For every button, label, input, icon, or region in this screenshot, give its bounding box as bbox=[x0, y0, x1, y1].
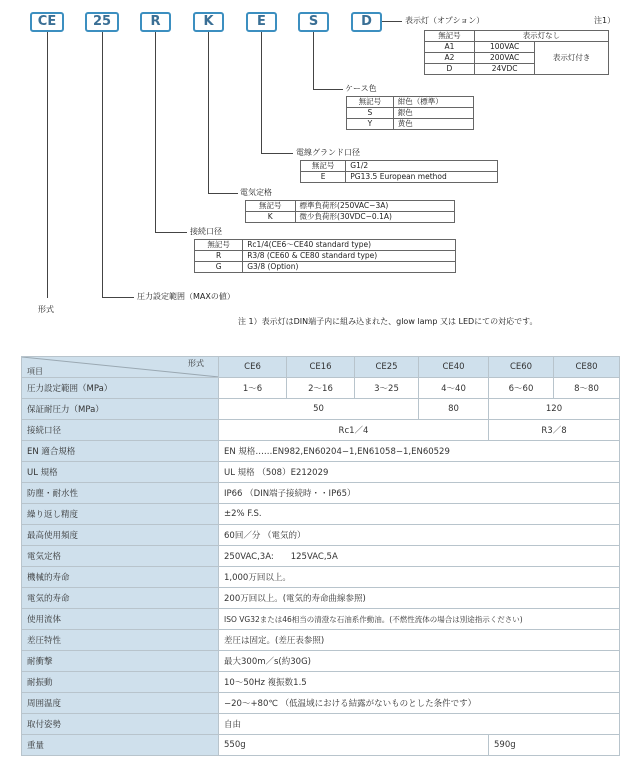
leader-case-h bbox=[313, 89, 343, 90]
model-header: CE6 bbox=[219, 357, 287, 378]
electric-table bbox=[245, 200, 455, 223]
code-box-electric: K bbox=[193, 12, 224, 32]
leader-pressure-v bbox=[102, 32, 103, 297]
leader-indicator-h bbox=[382, 21, 402, 22]
spec-header-corner bbox=[22, 357, 219, 378]
row-value: 1,000万回以上。 bbox=[219, 567, 620, 588]
spec-row-pressure-range bbox=[22, 378, 620, 399]
gland-code: 無記号 bbox=[301, 161, 346, 172]
spec-row-temp bbox=[22, 693, 620, 714]
row-label: 接続口径 bbox=[22, 420, 219, 441]
row-label: UL 規格 bbox=[22, 462, 219, 483]
spec-table bbox=[21, 356, 620, 756]
model-header: CE60 bbox=[489, 357, 554, 378]
row-value: 最大300m／s(約30G) bbox=[219, 651, 620, 672]
code-box-gland: E bbox=[246, 12, 277, 32]
case-desc: 銀色 bbox=[393, 108, 473, 119]
row-value: 10〜50Hz 複振数1.5 bbox=[219, 672, 620, 693]
leader-electric-h bbox=[208, 193, 238, 194]
footnote: 注 1）表示灯はDIN端子内に組み込まれた、glow lamp 又は LEDにての対応です。 bbox=[238, 317, 538, 326]
electric-code: K bbox=[246, 212, 296, 223]
row-value: 50 bbox=[219, 399, 419, 420]
leader-pressure-h bbox=[102, 297, 134, 298]
spec-row-elec-life bbox=[22, 588, 620, 609]
leader-gland-h bbox=[261, 153, 293, 154]
indicator-code: A2 bbox=[425, 53, 475, 64]
row-value: UL 規格 （508）E212029 bbox=[219, 462, 620, 483]
leader-gland-v bbox=[261, 32, 262, 153]
port-title: 接続口径 bbox=[190, 227, 222, 236]
row-label: 電気定格 bbox=[22, 546, 219, 567]
row-value: 590g bbox=[489, 735, 620, 756]
electric-desc: 標準負荷形(250VAC−3A) bbox=[295, 201, 454, 212]
case-code: Y bbox=[347, 119, 394, 130]
row-label: 電気的寿命 bbox=[22, 588, 219, 609]
row-label: 重量 bbox=[22, 735, 219, 756]
row-value: 250VAC,3A: 125VAC,5A bbox=[219, 546, 620, 567]
leader-model-v bbox=[47, 32, 48, 298]
row-value: 4〜40 bbox=[419, 378, 489, 399]
spec-row-ip bbox=[22, 483, 620, 504]
case-code: S bbox=[347, 108, 394, 119]
indicator-table bbox=[424, 30, 609, 75]
case-desc: 黄色 bbox=[393, 119, 473, 130]
model-header: CE16 bbox=[287, 357, 355, 378]
row-label: 取付姿勢 bbox=[22, 714, 219, 735]
row-label: 周囲温度 bbox=[22, 693, 219, 714]
row-label: 耐振動 bbox=[22, 672, 219, 693]
code-box-case: S bbox=[298, 12, 329, 32]
port-code: 無記号 bbox=[195, 240, 243, 251]
code-box-indicator: D bbox=[351, 12, 382, 32]
row-value: 120 bbox=[489, 399, 620, 420]
row-value: 60回／分 （電気的） bbox=[219, 525, 620, 546]
row-label: 最高使用頻度 bbox=[22, 525, 219, 546]
leader-electric-v bbox=[208, 32, 209, 193]
spec-row-repeat bbox=[22, 504, 620, 525]
row-value: IP66 （DIN端子接続時・・IP65） bbox=[219, 483, 620, 504]
indicator-code: A1 bbox=[425, 42, 475, 53]
indicator-voltage: 100VAC bbox=[474, 42, 534, 53]
spec-row-port bbox=[22, 420, 620, 441]
row-value: R3／8 bbox=[489, 420, 620, 441]
indicator-voltage: 24VDC bbox=[474, 64, 534, 75]
code-box-port: R bbox=[140, 12, 171, 32]
gland-title: 電線グランド口径 bbox=[296, 148, 360, 157]
row-value: Rc1／4 bbox=[219, 420, 489, 441]
row-value: 80 bbox=[419, 399, 489, 420]
case-desc: 紺色（標準） bbox=[393, 97, 473, 108]
row-value: 200万回以上。(電気的寿命曲線参照) bbox=[219, 588, 620, 609]
row-value: 2〜16 bbox=[287, 378, 355, 399]
gland-desc: PG13.5 European method bbox=[346, 172, 498, 183]
spec-row-weight bbox=[22, 735, 620, 756]
indicator-voltage: 200VAC bbox=[474, 53, 534, 64]
row-value: −20〜+80℃ （低温域における結露がないものとした条件です） bbox=[219, 693, 620, 714]
gland-code: E bbox=[301, 172, 346, 183]
electric-title: 電気定格 bbox=[240, 188, 272, 197]
row-value: 自由 bbox=[219, 714, 620, 735]
port-table bbox=[194, 239, 456, 273]
indicator-desc: 表示灯付き bbox=[535, 42, 609, 75]
spec-header-model: 形式 bbox=[188, 359, 204, 368]
leader-port-v bbox=[155, 32, 156, 232]
code-box-pressure: 25 bbox=[85, 12, 119, 32]
spec-row-diff bbox=[22, 630, 620, 651]
port-code: R bbox=[195, 251, 243, 262]
model-label: 形式 bbox=[38, 305, 54, 314]
spec-row-ul bbox=[22, 462, 620, 483]
spec-row-proof-pressure bbox=[22, 399, 620, 420]
electric-desc: 微少負荷形(30VDC−0.1A) bbox=[295, 212, 454, 223]
row-value: 8〜80 bbox=[554, 378, 620, 399]
row-value: 3〜25 bbox=[355, 378, 419, 399]
row-value: EN 規格……EN982,EN60204−1,EN61058−1,EN60529 bbox=[219, 441, 620, 462]
case-color-table bbox=[346, 96, 474, 130]
pressure-range-label: 圧力設定範囲（MAXの値） bbox=[137, 292, 235, 301]
row-label: 繰り返し精度 bbox=[22, 504, 219, 525]
port-code: G bbox=[195, 262, 243, 273]
gland-desc: G1/2 bbox=[346, 161, 498, 172]
indicator-desc: 表示灯なし bbox=[474, 31, 608, 42]
gland-table bbox=[300, 160, 498, 183]
row-label: 差圧特性 bbox=[22, 630, 219, 651]
model-header: CE80 bbox=[554, 357, 620, 378]
case-color-title: ケース色 bbox=[345, 84, 377, 93]
row-label: 保証耐圧力（MPa） bbox=[22, 399, 219, 420]
port-desc: Rc1/4(CE6〜CE40 standard type) bbox=[243, 240, 456, 251]
electric-code: 無記号 bbox=[246, 201, 296, 212]
row-value: 6〜60 bbox=[489, 378, 554, 399]
spec-header-item: 項目 bbox=[27, 367, 43, 376]
spec-row-rating bbox=[22, 546, 620, 567]
spec-row-vibration bbox=[22, 672, 620, 693]
spec-row-mech-life bbox=[22, 567, 620, 588]
row-value: 差圧は固定。(差圧表参照) bbox=[219, 630, 620, 651]
spec-row-en bbox=[22, 441, 620, 462]
row-label: 機械的寿命 bbox=[22, 567, 219, 588]
row-label: 耐衝撃 bbox=[22, 651, 219, 672]
leader-case-v bbox=[313, 32, 314, 89]
spec-row-freq bbox=[22, 525, 620, 546]
spec-row-shock bbox=[22, 651, 620, 672]
case-code: 無記号 bbox=[347, 97, 394, 108]
row-label: 防塵・耐水性 bbox=[22, 483, 219, 504]
row-label: 使用流体 bbox=[22, 609, 219, 630]
row-value: 550g bbox=[219, 735, 489, 756]
spec-row-mount bbox=[22, 714, 620, 735]
code-box-model: CE bbox=[30, 12, 64, 32]
row-label: 圧力設定範囲（MPa） bbox=[22, 378, 219, 399]
spec-row-fluid bbox=[22, 609, 620, 630]
spec-header-row bbox=[22, 357, 620, 378]
leader-port-h bbox=[155, 232, 187, 233]
port-desc: R3/8 (CE60 & CE80 standard type) bbox=[243, 251, 456, 262]
port-desc: G3/8 (Option) bbox=[243, 262, 456, 273]
indicator-title: 表示灯（オプション） bbox=[405, 16, 485, 25]
model-header: CE40 bbox=[419, 357, 489, 378]
indicator-code: 無記号 bbox=[425, 31, 475, 42]
model-header: CE25 bbox=[355, 357, 419, 378]
indicator-code: D bbox=[425, 64, 475, 75]
row-value: ISO VG32または46相当の清澄な石油系作動油。(不燃性流体の場合は別途指示ください) bbox=[219, 609, 620, 630]
row-label: EN 適合規格 bbox=[22, 441, 219, 462]
row-value: 1〜6 bbox=[219, 378, 287, 399]
indicator-note-ref: 注1） bbox=[594, 16, 616, 25]
row-value: ±2% F.S. bbox=[219, 504, 620, 525]
